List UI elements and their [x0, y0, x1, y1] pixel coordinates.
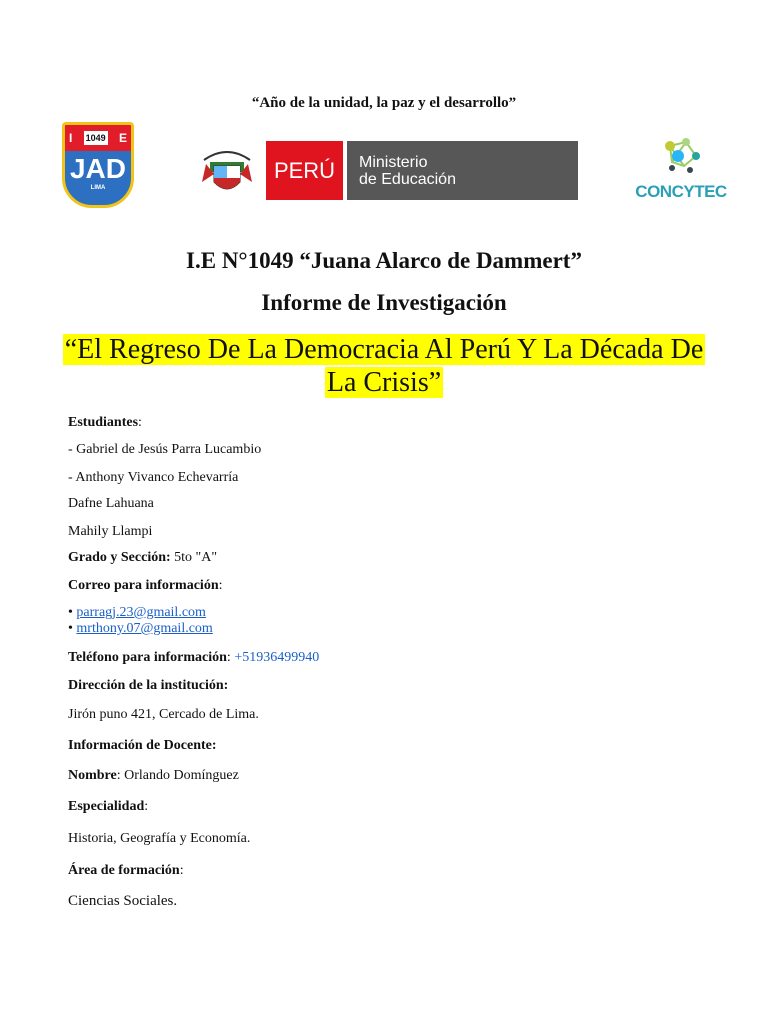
- specialty-label: Especialidad:: [68, 799, 149, 814]
- phone: Teléfono para información: +51936499940: [68, 650, 320, 665]
- address-value: Jirón puno 421, Cercado de Lima.: [68, 707, 259, 722]
- logo-number: 1049: [85, 133, 106, 143]
- concytec-text: CONCYTEC: [635, 182, 727, 201]
- network-nodes-icon: [626, 134, 736, 182]
- logo-letter: E: [118, 131, 127, 145]
- motto: “Año de la unidad, la paz y el desarrollo”: [251, 95, 517, 111]
- logo-city: LIMA: [90, 185, 106, 191]
- area-label: Área de formación:: [68, 863, 184, 878]
- ministry-line-1: Ministerio: [359, 153, 428, 171]
- report-title-line-1: [0, 334, 768, 366]
- concytec-logo: [626, 134, 736, 202]
- school-title: I.E N°1049 “Juana Alarco de Dammert”: [186, 248, 582, 273]
- student-name: Dafne Lahuana: [68, 496, 154, 511]
- email-link[interactable]: mrthony.07@gmail.com: [76, 621, 213, 636]
- peru-brand: PERÚ: [266, 141, 343, 200]
- grade-section: Grado y Sección: 5to "A": [68, 550, 218, 565]
- specialty-value: Historia, Geografía y Economía.: [68, 831, 251, 846]
- highlighted-title: “El Regreso De La Democracia Al Perú Y La Década De: [64, 334, 704, 365]
- teacher-name: Nombre: Orlando Domínguez: [68, 768, 239, 783]
- bullet-icon: •: [68, 621, 73, 636]
- email-link[interactable]: parragj.23@gmail.com: [76, 605, 206, 620]
- ministry-line-2: de Educación: [359, 170, 456, 188]
- bullet-icon: •: [68, 605, 73, 620]
- report-type: Informe de Investigación: [261, 290, 507, 315]
- email-list: [68, 605, 213, 637]
- student-name: - Anthony Vivanco Echevarría: [68, 470, 239, 485]
- logo-name: JAD: [69, 153, 126, 184]
- highlighted-title: La Crisis”: [326, 367, 442, 398]
- jad-school-logo: [62, 122, 134, 208]
- logo-letter: I: [69, 131, 73, 145]
- students-label: Estudiantes:: [68, 415, 142, 430]
- address-label: Dirección de la institución:: [68, 678, 229, 693]
- student-name: - Gabriel de Jesús Parra Lucambio: [68, 442, 262, 457]
- ministry-of-education-logo: [347, 141, 578, 200]
- phone-link[interactable]: +51936499940: [234, 650, 320, 665]
- email-label: Correo para información:: [68, 578, 223, 593]
- peru-coat-of-arms-icon: [198, 142, 256, 198]
- area-value: Ciencias Sociales.: [68, 893, 178, 909]
- student-name: Mahily Llampi: [68, 524, 153, 539]
- teacher-section-label: Información de Docente:: [68, 738, 217, 753]
- report-title-line-2: [0, 367, 768, 399]
